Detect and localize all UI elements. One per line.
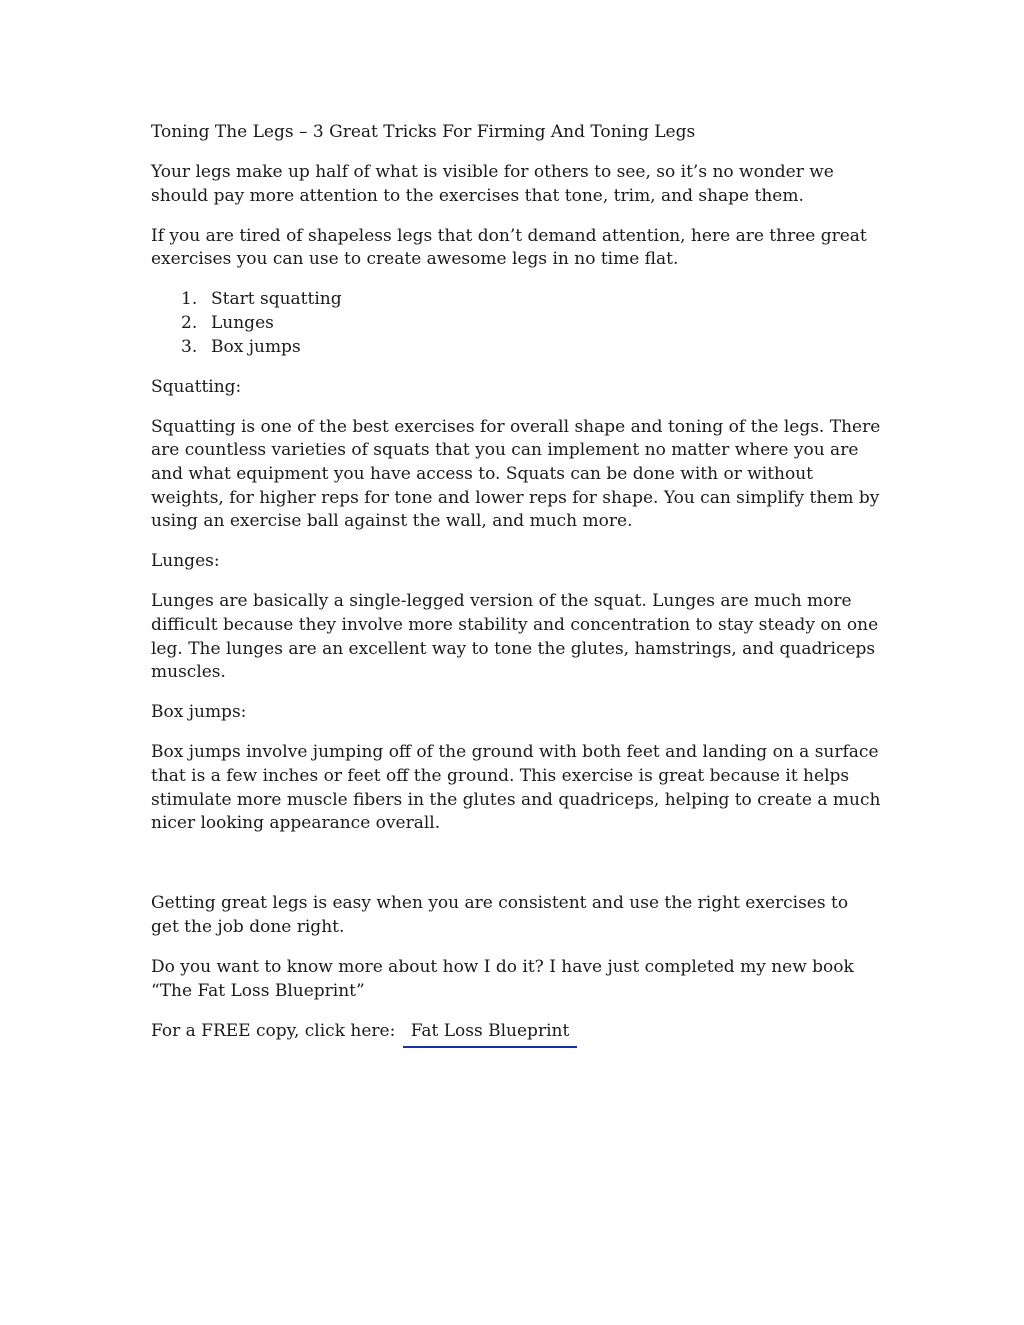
spacer	[151, 852, 881, 892]
cta-prefix: For a FREE copy, click here:	[151, 1020, 396, 1041]
list-item-number: 3.	[181, 336, 198, 357]
fat-loss-blueprint-link[interactable]: Fat Loss Blueprint	[403, 1020, 578, 1049]
section-heading-box-jumps: Box jumps:	[151, 702, 247, 723]
document-title: Toning The Legs – 3 Great Tricks For Firming And Toning Legs	[151, 122, 696, 142]
intro-paragraph-1: Your legs make up half of what is visible for others to see, so it’s no wonder we should pay more attention to the exercises that tone, trim, and shape them.	[151, 162, 834, 206]
exercise-list	[151, 288, 881, 359]
list-item	[151, 288, 881, 312]
list-item-number: 2.	[181, 313, 198, 334]
list-item	[151, 336, 881, 360]
section-body-lunges: Lunges are basically a single-legged version of the squat. Lunges are much more difficult because they involve more stability and concentration to stay steady on one leg. The lunges are an excellent way to tone the glutes, hamstrings, and quadriceps muscles.	[151, 591, 879, 683]
list-item-text: Start squatting	[211, 289, 342, 310]
document-body	[151, 121, 881, 1065]
list-item-number: 1.	[181, 289, 198, 310]
section-heading-lunges: Lunges:	[151, 551, 220, 572]
list-item-text: Lunges	[211, 313, 274, 334]
section-heading-squatting: Squatting:	[151, 376, 242, 397]
intro-paragraph-2: If you are tired of shapeless legs that don’t demand attention, here are three great exercises you can use to create awesome legs in no time flat.	[151, 225, 867, 270]
section-body-box-jumps: Box jumps involve jumping off of the ground with both feet and landing on a surface that is a few inches or feet off the ground. This exercise is great because it helps stimulate more muscle fibers in the glutes and quadriceps, helping to create a much nicer looking appearance overall.	[151, 742, 881, 834]
closing-paragraph: Getting great legs is easy when you are consistent and use the right exercises to get the job done right.	[151, 893, 849, 937]
cta-line	[151, 1020, 881, 1049]
list-item-text: Box jumps	[211, 336, 301, 357]
list-item	[151, 312, 881, 336]
section-body-squatting: Squatting is one of the best exercises for overall shape and toning of the legs. There are countless varieties of squats that you can implement no matter where you are and what equipment you have access to. Squats can be done with or without weights, for higher reps for tone and lower reps for shape. You can simplify them by using an exercise ball against the wall, and much more.	[151, 416, 881, 532]
book-pitch-paragraph: Do you want to know more about how I do it? I have just completed my new book “The Fat Loss Blueprint”	[151, 956, 854, 1001]
